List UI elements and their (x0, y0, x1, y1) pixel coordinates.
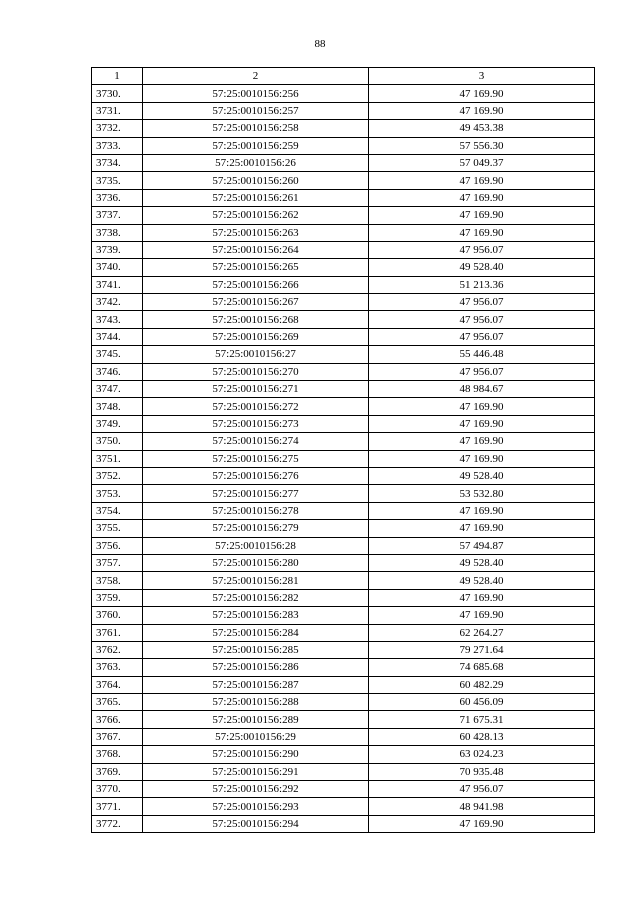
table-row (92, 728, 595, 745)
cadastral-number: 57:25:0010156:283 (143, 607, 369, 624)
table-body (92, 85, 595, 833)
column-header-3: 3 (369, 68, 595, 85)
row-number: 3762. (92, 641, 143, 658)
table-row (92, 554, 595, 571)
table-row (92, 328, 595, 345)
table-row (92, 467, 595, 484)
row-number: 3739. (92, 241, 143, 258)
table-row (92, 763, 595, 780)
row-number: 3747. (92, 381, 143, 398)
table-row (92, 607, 595, 624)
cadastral-value: 79 271.64 (369, 641, 595, 658)
cadastral-number: 57:25:0010156:292 (143, 781, 369, 798)
cadastral-number: 57:25:0010156:286 (143, 659, 369, 676)
row-number: 3749. (92, 415, 143, 432)
cadastral-number: 57:25:0010156:29 (143, 728, 369, 745)
table-row (92, 781, 595, 798)
row-number: 3748. (92, 398, 143, 415)
cadastral-number: 57:25:0010156:279 (143, 520, 369, 537)
cadastral-value: 47 169.90 (369, 102, 595, 119)
cadastral-value: 49 528.40 (369, 572, 595, 589)
cadastral-number: 57:25:0010156:269 (143, 328, 369, 345)
column-header-2: 2 (143, 68, 369, 85)
cadastral-value: 47 956.07 (369, 294, 595, 311)
cadastral-number: 57:25:0010156:284 (143, 624, 369, 641)
cadastral-value: 47 169.90 (369, 433, 595, 450)
cadastral-value: 47 169.90 (369, 415, 595, 432)
cadastral-number: 57:25:0010156:262 (143, 207, 369, 224)
table-row (92, 311, 595, 328)
cadastral-number: 57:25:0010156:264 (143, 241, 369, 258)
cadastral-value: 60 456.09 (369, 694, 595, 711)
row-number: 3751. (92, 450, 143, 467)
table-row (92, 641, 595, 658)
cadastral-value: 49 453.38 (369, 120, 595, 137)
cadastral-value: 63 024.23 (369, 746, 595, 763)
cadastral-value: 71 675.31 (369, 711, 595, 728)
cadastral-value: 74 685.68 (369, 659, 595, 676)
row-number: 3771. (92, 798, 143, 815)
cadastral-number: 57:25:0010156:277 (143, 485, 369, 502)
table-row (92, 415, 595, 432)
cadastral-number: 57:25:0010156:273 (143, 415, 369, 432)
table-row (92, 276, 595, 293)
table-row (92, 694, 595, 711)
cadastral-number: 57:25:0010156:276 (143, 467, 369, 484)
cadastral-value: 47 956.07 (369, 328, 595, 345)
table-row (92, 102, 595, 119)
table-row (92, 537, 595, 554)
cadastral-number: 57:25:0010156:267 (143, 294, 369, 311)
table-row (92, 659, 595, 676)
row-number: 3772. (92, 815, 143, 832)
cadastral-value: 49 528.40 (369, 467, 595, 484)
cadastral-number: 57:25:0010156:272 (143, 398, 369, 415)
table-row (92, 346, 595, 363)
cadastral-value: 57 049.37 (369, 154, 595, 171)
cadastral-number: 57:25:0010156:271 (143, 381, 369, 398)
table-row (92, 363, 595, 380)
cadastral-value: 48 941.98 (369, 798, 595, 815)
cadastral-value: 47 169.90 (369, 502, 595, 519)
cadastral-value: 62 264.27 (369, 624, 595, 641)
table-row (92, 154, 595, 171)
table-row (92, 450, 595, 467)
cadastral-number: 57:25:0010156:285 (143, 641, 369, 658)
table-row (92, 589, 595, 606)
cadastral-value: 47 169.90 (369, 85, 595, 102)
cadastral-value: 53 532.80 (369, 485, 595, 502)
table-row (92, 294, 595, 311)
table-row (92, 502, 595, 519)
row-number: 3743. (92, 311, 143, 328)
cadastral-number: 57:25:0010156:268 (143, 311, 369, 328)
cadastral-number: 57:25:0010156:263 (143, 224, 369, 241)
cadastral-value: 47 956.07 (369, 781, 595, 798)
row-number: 3750. (92, 433, 143, 450)
cadastral-number: 57:25:0010156:280 (143, 554, 369, 571)
row-number: 3741. (92, 276, 143, 293)
cadastral-number: 57:25:0010156:289 (143, 711, 369, 728)
table-row (92, 485, 595, 502)
table-row (92, 241, 595, 258)
cadastral-value: 47 169.90 (369, 520, 595, 537)
row-number: 3735. (92, 172, 143, 189)
row-number: 3764. (92, 676, 143, 693)
cadastral-value: 60 428.13 (369, 728, 595, 745)
row-number: 3746. (92, 363, 143, 380)
cadastral-number: 57:25:0010156:261 (143, 189, 369, 206)
row-number: 3732. (92, 120, 143, 137)
page-number: 88 (314, 38, 326, 50)
cadastral-value: 47 169.90 (369, 189, 595, 206)
cadastral-number: 57:25:0010156:270 (143, 363, 369, 380)
table-header-row (92, 68, 595, 85)
cadastral-value: 47 169.90 (369, 172, 595, 189)
cadastral-number: 57:25:0010156:258 (143, 120, 369, 137)
table-row (92, 259, 595, 276)
table-row (92, 224, 595, 241)
cadastral-number: 57:25:0010156:288 (143, 694, 369, 711)
table-row (92, 676, 595, 693)
table-row (92, 572, 595, 589)
cadastral-value: 48 984.67 (369, 381, 595, 398)
cadastral-number: 57:25:0010156:257 (143, 102, 369, 119)
cadastral-number: 57:25:0010156:290 (143, 746, 369, 763)
row-number: 3734. (92, 154, 143, 171)
table-row (92, 120, 595, 137)
row-number: 3763. (92, 659, 143, 676)
table-row (92, 207, 595, 224)
table-row (92, 189, 595, 206)
row-number: 3756. (92, 537, 143, 554)
row-number: 3757. (92, 554, 143, 571)
row-number: 3769. (92, 763, 143, 780)
row-number: 3752. (92, 467, 143, 484)
cadastral-number: 57:25:0010156:287 (143, 676, 369, 693)
row-number: 3761. (92, 624, 143, 641)
cadastral-value: 51 213.36 (369, 276, 595, 293)
cadastral-number: 57:25:0010156:275 (143, 450, 369, 467)
table-row (92, 398, 595, 415)
cadastral-value: 70 935.48 (369, 763, 595, 780)
row-number: 3731. (92, 102, 143, 119)
row-number: 3737. (92, 207, 143, 224)
cadastral-value: 47 169.90 (369, 450, 595, 467)
table-row (92, 85, 595, 102)
cadastral-number: 57:25:0010156:294 (143, 815, 369, 832)
cadastral-number: 57:25:0010156:260 (143, 172, 369, 189)
row-number: 3758. (92, 572, 143, 589)
row-number: 3744. (92, 328, 143, 345)
table-row (92, 520, 595, 537)
cadastral-value: 60 482.29 (369, 676, 595, 693)
cadastral-value: 47 169.90 (369, 398, 595, 415)
row-number: 3768. (92, 746, 143, 763)
row-number: 3745. (92, 346, 143, 363)
cadastral-value: 47 169.90 (369, 607, 595, 624)
table-row (92, 746, 595, 763)
table-row (92, 711, 595, 728)
table-row (92, 137, 595, 154)
table-row (92, 798, 595, 815)
cadastral-table (91, 67, 595, 833)
cadastral-number: 57:25:0010156:293 (143, 798, 369, 815)
cadastral-number: 57:25:0010156:27 (143, 346, 369, 363)
cadastral-number: 57:25:0010156:281 (143, 572, 369, 589)
table-row (92, 624, 595, 641)
cadastral-value: 47 956.07 (369, 241, 595, 258)
cadastral-number: 57:25:0010156:282 (143, 589, 369, 606)
cadastral-value: 57 556.30 (369, 137, 595, 154)
row-number: 3738. (92, 224, 143, 241)
cadastral-number: 57:25:0010156:266 (143, 276, 369, 293)
cadastral-number: 57:25:0010156:256 (143, 85, 369, 102)
cadastral-value: 47 956.07 (369, 311, 595, 328)
row-number: 3766. (92, 711, 143, 728)
row-number: 3736. (92, 189, 143, 206)
row-number: 3759. (92, 589, 143, 606)
cadastral-number: 57:25:0010156:278 (143, 502, 369, 519)
row-number: 3733. (92, 137, 143, 154)
cadastral-number: 57:25:0010156:265 (143, 259, 369, 276)
cadastral-number: 57:25:0010156:291 (143, 763, 369, 780)
row-number: 3760. (92, 607, 143, 624)
cadastral-value: 55 446.48 (369, 346, 595, 363)
table-row (92, 172, 595, 189)
column-header-1: 1 (92, 68, 143, 85)
cadastral-number: 57:25:0010156:28 (143, 537, 369, 554)
row-number: 3740. (92, 259, 143, 276)
table-row (92, 433, 595, 450)
cadastral-value: 49 528.40 (369, 259, 595, 276)
cadastral-number: 57:25:0010156:26 (143, 154, 369, 171)
row-number: 3754. (92, 502, 143, 519)
cadastral-value: 47 169.90 (369, 589, 595, 606)
row-number: 3767. (92, 728, 143, 745)
cadastral-number: 57:25:0010156:274 (143, 433, 369, 450)
cadastral-number: 57:25:0010156:259 (143, 137, 369, 154)
row-number: 3755. (92, 520, 143, 537)
table-row (92, 815, 595, 832)
cadastral-value: 47 956.07 (369, 363, 595, 380)
row-number: 3765. (92, 694, 143, 711)
cadastral-value: 47 169.90 (369, 224, 595, 241)
row-number: 3742. (92, 294, 143, 311)
cadastral-value: 47 169.90 (369, 207, 595, 224)
cadastral-value: 49 528.40 (369, 554, 595, 571)
cadastral-value: 57 494.87 (369, 537, 595, 554)
row-number: 3730. (92, 85, 143, 102)
table-row (92, 381, 595, 398)
cadastral-value: 47 169.90 (369, 815, 595, 832)
row-number: 3770. (92, 781, 143, 798)
row-number: 3753. (92, 485, 143, 502)
